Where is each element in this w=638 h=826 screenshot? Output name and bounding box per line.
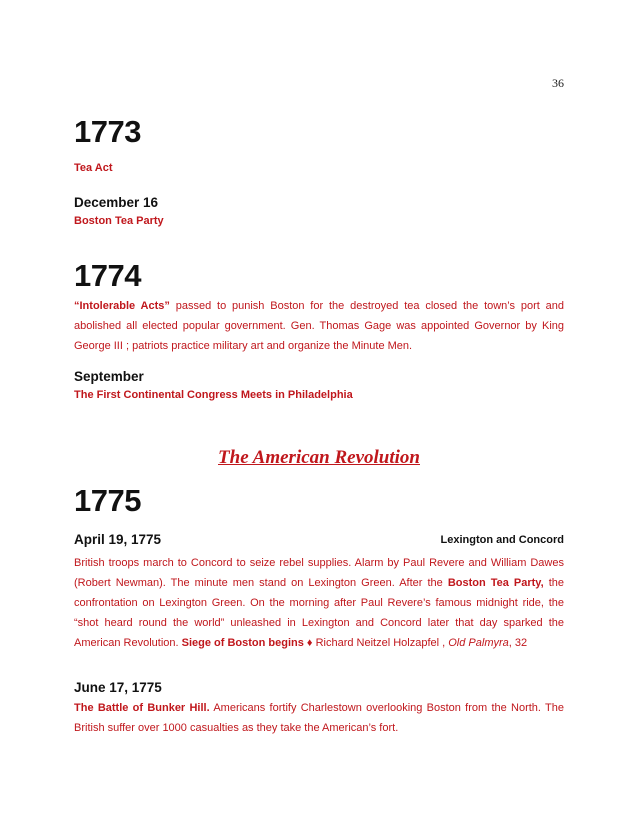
event-continental-congress: The First Continental Congress Meets in Philadelphia: [74, 389, 353, 401]
bunker-hill-text: Americans fortify Charlestown overlooking Boston from the North. The British suffer over 1000 casualties as they take the American’s fort.: [74, 702, 564, 734]
date-heading-september: September: [74, 369, 144, 384]
intolerable-acts-label: “Intolerable Acts”: [74, 300, 170, 312]
event-tea-act: Tea Act: [74, 162, 113, 174]
p1-text-c: the confrontation on Lexington Green. On the morning after Paul Revere’s famous midnight ride, the “shot heard round the world” unleashed in Lexington and Concord later that day sparked the American Revolution.: [74, 577, 565, 649]
year-heading-1773: 1773: [74, 114, 141, 149]
date-heading-june-17: June 17, 1775: [74, 680, 162, 695]
event-boston-tea-party: Boston Tea Party: [74, 215, 164, 227]
year-heading-1775: 1775: [74, 483, 141, 518]
page-number: 36: [552, 76, 564, 90]
p1-boston-tea-party: Boston Tea Party,: [447, 577, 544, 589]
heading-lexington-concord: Lexington and Concord: [440, 534, 564, 546]
bunker-hill-label: The Battle of Bunker Hill.: [74, 702, 210, 714]
date-heading-april-19: April 19, 1775: [74, 532, 162, 547]
intolerable-acts-text: passed to punish Boston for the destroyed tea closed the town’s port and abolished all elected popular government. Gen. Thomas Gage was appointed Governor by King George III ; patriots practice military art and organize the Minute Men.: [74, 300, 564, 352]
paragraph-lexington: [74, 553, 564, 653]
p1-citation-page: , 32: [508, 637, 528, 649]
year-heading-1774: 1774: [74, 258, 141, 293]
paragraph-bunker-hill: [74, 698, 564, 738]
diamond-icon: ♦: [303, 637, 316, 649]
p1-citation-title: Old Palmyra: [448, 637, 509, 649]
p1-siege-of-boston: Siege of Boston begins: [181, 637, 304, 649]
p1-text-a: British troops march to Concord to seize rebel supplies. Alarm by Paul Revere and William Dawes (Robert Newman). The minute men stand on Lexington Green. After the: [74, 557, 564, 589]
p1-citation-author: Richard Neitzel Holzapfel ,: [315, 637, 449, 649]
date-heading-december-16: December 16: [74, 195, 159, 210]
paragraph-intolerable-acts: [74, 296, 564, 356]
section-title: The American Revolution: [218, 447, 420, 468]
